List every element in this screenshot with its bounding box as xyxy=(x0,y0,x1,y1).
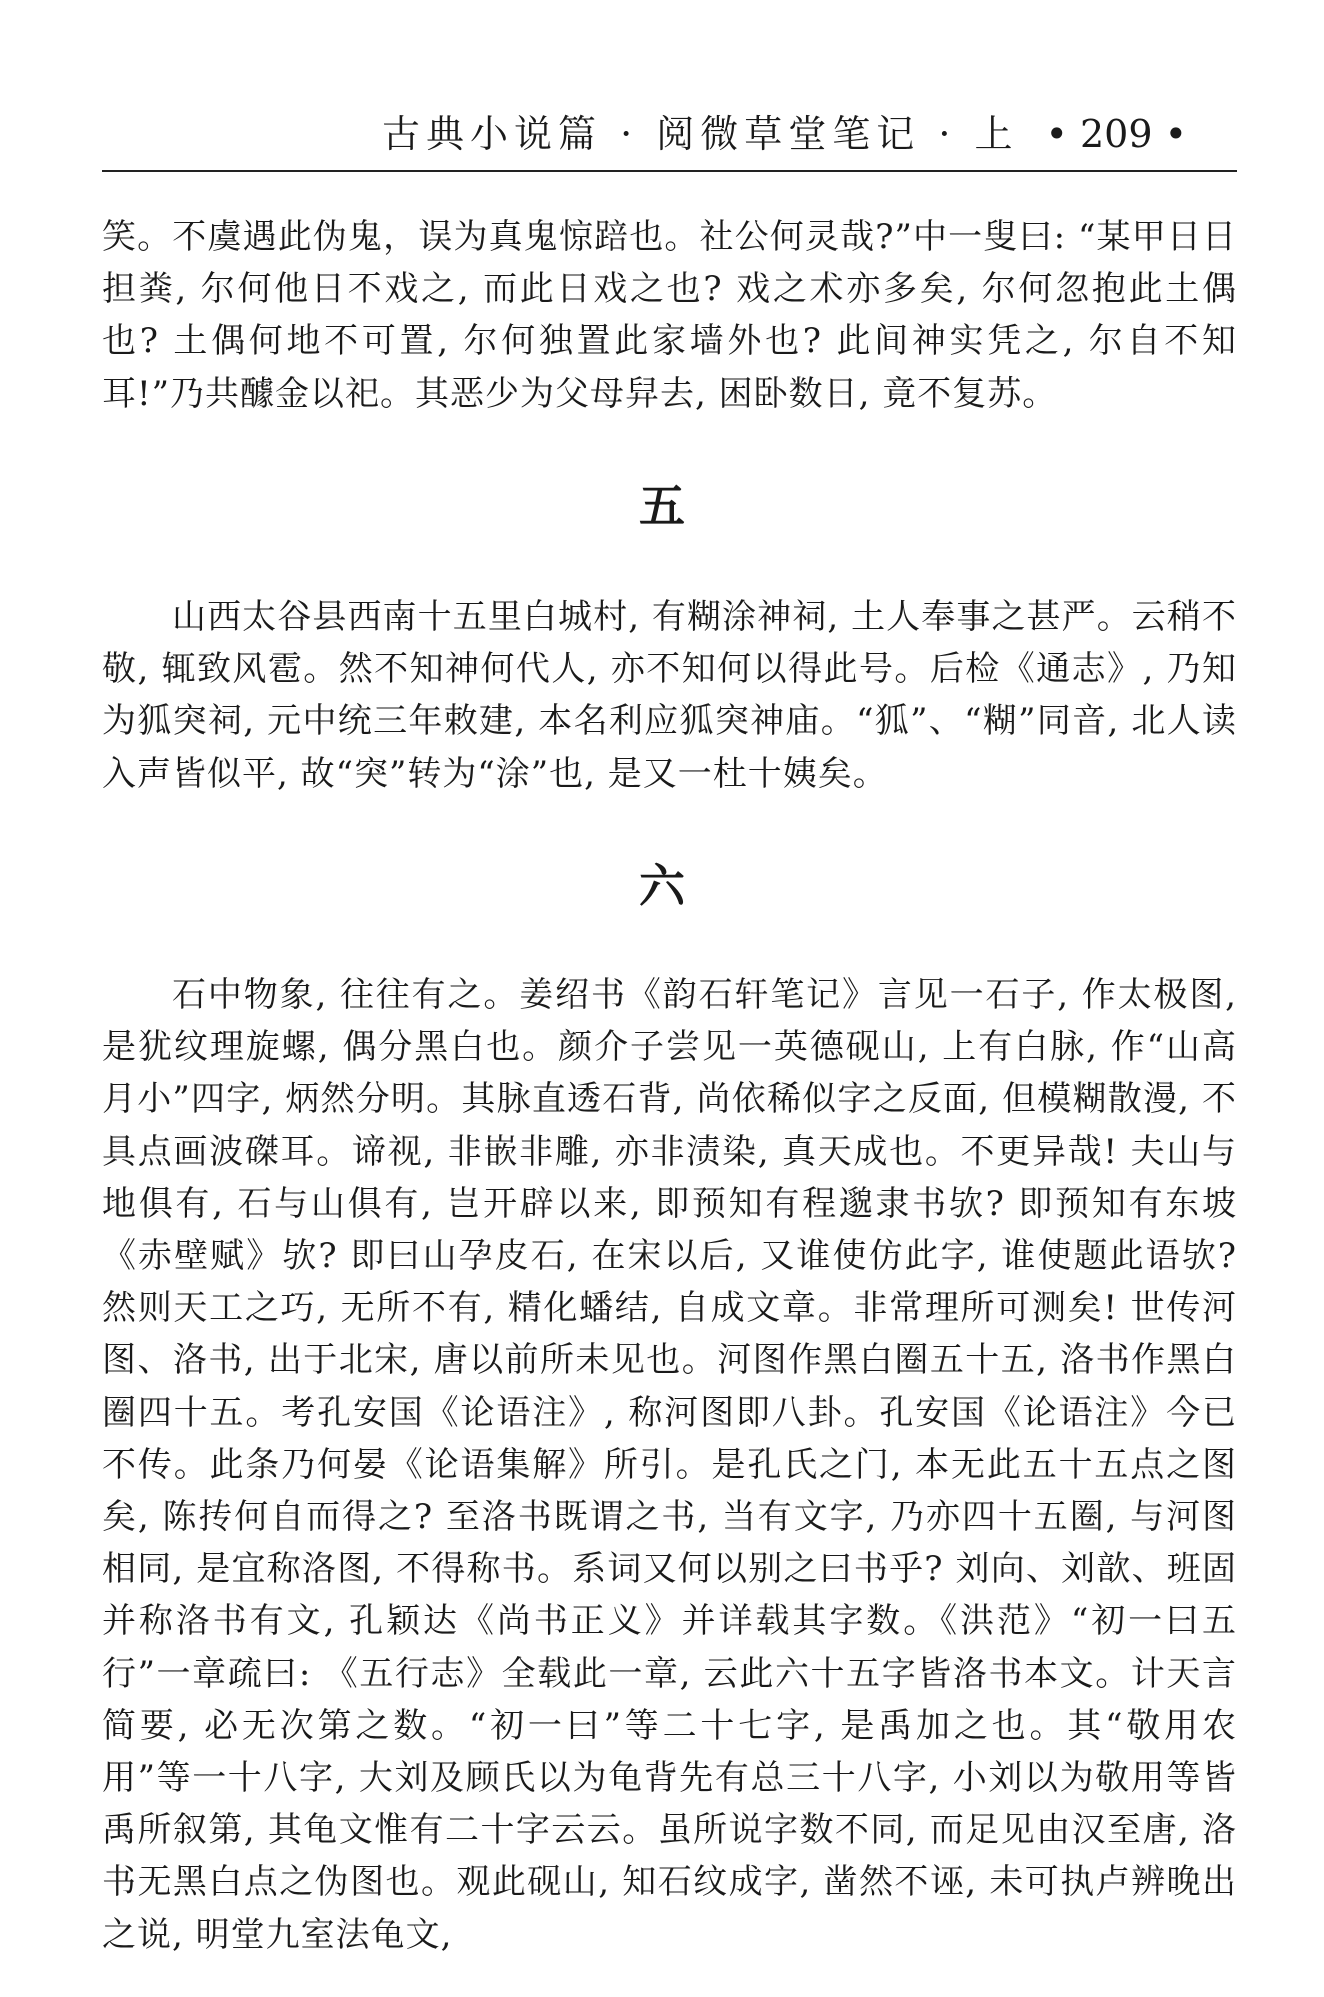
running-header xyxy=(102,100,1237,166)
continuation-paragraph xyxy=(102,211,1237,420)
page-number: • 209 • xyxy=(1045,112,1187,156)
header-rule xyxy=(102,170,1237,172)
section-5-paragraph xyxy=(102,591,1237,800)
section-5-text: 山西太谷县西南十五里白城村, 有糊涂神祠, 土人奉事之甚严。云稍不敬, 辄致风雹。然不知神何代人, 亦不知何以得此号。后检《通志》, 乃知为狐突祠, 元中统三年敕建, 本名利应狐突神庙。“狐”、“糊”同音, 北人读入声皆似平, 故“突”转为“涂”也, 是又一杜十姨矣。 xyxy=(102,597,1237,794)
section-6-text: 石中物象, 往往有之。姜绍书《韵石轩笔记》言见一石子, 作太极图, 是犹纹理旋螺, 偶分黑白也。颜介子尝见一英德砚山, 上有白脉, 作“山高月小”四字, 炳然分明。其脉直透石背, 尚依稀似字之反面, 但模糊散漫, 不具点画波磔耳。谛视, 非嵌非雕, 亦非渍染, 真天成也。不更异哉! 夫山与地俱有, 石与山俱有, 岂开辟以来, 即预知有程邈隶书欤? 即预知有东坡《赤壁赋》欤? 即曰山孕皮石, 在宋以后, 又谁使仿此字, 谁使题此语欤? 然则天工之巧, 无所不有, 精化蟠结, 自成文章。非常理所可测矣! 世传河图、洛书, 出于北宋, 唐以前所未见也。河图作黑白圈五十五, 洛书作黑白圈四十五。考孔安国《论语注》, 称河图即八卦。孔安国《论语注》今已不传。此条乃何晏《论语集解》所引。是孔氏之门, 本无此五十五点之图矣, 陈抟何自而得之? 至洛书既谓之书, 当有文字, 乃亦四十五圈, 与河图相同, 是宜称洛图, 不得称书。系词又何以别之曰书乎? 刘向、刘歆、班固并称洛书有文, 孔颖达《尚书正义》并详载其字数。《洪范》“初一曰五行”一章疏曰: 《五行志》全载此一章, 云此六十五字皆洛书本文。计天言简要, 必无次第之数。“初一曰”等二十七字, 是禹加之也。其“敬用农用”等一十八字, 大刘及顾氏以为龟背先有总三十八字, 小刘以为敬用等皆禹所叙第, 其龟文惟有二十字云云。虽所说字数不同, 而足见由汉至唐, 洛书无黑白点之伪图也。观此砚山, 知石纹成字, 凿然不诬, 未可执卢辨晚出之说, 明堂九室法龟文, xyxy=(102,975,1237,1955)
section-heading-5: 五 xyxy=(639,479,685,533)
continuation-text: 笑。不虞遇此伪鬼，误为真鬼惊踣也。社公何灵哉?”中一叟曰: “某甲日日担粪, 尔何他日不戏之, 而此日戏之也? 戏之术亦多矣, 尔何忽抱此土偶也? 土偶何地不可置, 尔何独置此家墙外也? 此间神实凭之, 尔自不知耳!”乃共醵金以祀。其恶少为父母舁去, 困卧数日, 竟不复苏。 xyxy=(102,217,1237,414)
section-heading-6: 六 xyxy=(639,859,685,913)
section-6-paragraph xyxy=(102,969,1237,1961)
header-title: 古典小说篇 · 阅微草堂笔记 · 上 xyxy=(382,112,1019,156)
